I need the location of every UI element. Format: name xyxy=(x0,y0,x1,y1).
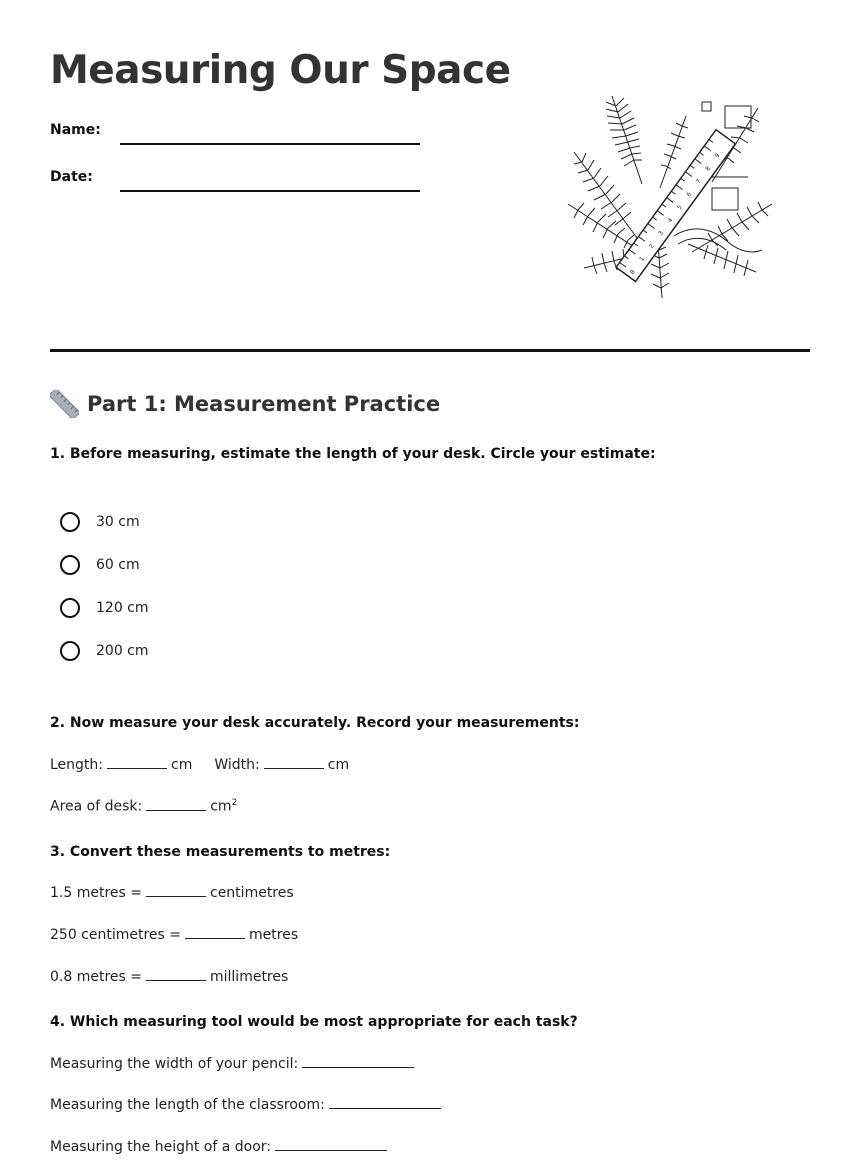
radio-circle[interactable] xyxy=(60,598,80,618)
conversion-unit: metres xyxy=(249,927,299,943)
section-divider xyxy=(50,349,810,352)
svg-text:1: 1 xyxy=(638,255,647,263)
radio-circle[interactable] xyxy=(60,641,80,661)
area-unit: cm xyxy=(210,798,232,815)
tool-prompt: Measuring the width of your pencil: xyxy=(50,1056,299,1072)
conversion-prompt: 250 centimetres = xyxy=(50,927,182,943)
part1-title: Part 1: Measurement Practice xyxy=(87,392,441,416)
area-blank[interactable] xyxy=(146,810,206,811)
conversion-item xyxy=(50,969,288,985)
date-field[interactable] xyxy=(120,190,420,192)
question-1: 1. Before measuring, estimate the length of your desk. Circle your estimate: xyxy=(50,446,656,462)
question-2: 2. Now measure your desk accurately. Record your measurements: xyxy=(50,715,580,731)
option-label: 200 cm xyxy=(96,643,149,659)
option-200cm[interactable] xyxy=(60,638,149,664)
conversion-blank[interactable] xyxy=(146,896,206,897)
length-unit: cm xyxy=(171,757,193,773)
radio-circle[interactable] xyxy=(60,555,80,575)
svg-text:5: 5 xyxy=(675,204,684,212)
radio-circle[interactable] xyxy=(60,512,80,532)
svg-text:6: 6 xyxy=(685,191,694,199)
area-unit-superscript: 2 xyxy=(231,798,238,808)
svg-text:7: 7 xyxy=(694,178,703,186)
area-line xyxy=(50,798,237,815)
svg-text:8: 8 xyxy=(704,165,712,173)
page-title: Measuring Our Space xyxy=(50,48,511,93)
svg-text:0: 0 xyxy=(628,268,637,276)
svg-text:3: 3 xyxy=(657,229,665,237)
length-blank[interactable] xyxy=(107,768,167,769)
name-label: Name: xyxy=(50,122,101,138)
area-label: Area of desk: xyxy=(50,798,143,815)
width-label: Width: xyxy=(214,757,260,773)
conversion-prompt: 1.5 metres = xyxy=(50,885,142,901)
option-label: 60 cm xyxy=(96,557,140,573)
conversion-item xyxy=(50,927,298,943)
svg-text:4: 4 xyxy=(666,216,675,225)
question-3: 3. Convert these measurements to metres: xyxy=(50,844,391,860)
desk-dimensions-line xyxy=(50,757,349,773)
option-label: 120 cm xyxy=(96,600,149,616)
tool-item xyxy=(50,1056,418,1072)
option-120cm[interactable] xyxy=(60,595,149,621)
svg-text:2: 2 xyxy=(647,242,656,250)
name-field[interactable] xyxy=(120,143,420,145)
tool-prompt: Measuring the height of a door: xyxy=(50,1139,272,1155)
botanical-ruler-illustration xyxy=(562,92,778,304)
question-4: 4. Which measuring tool would be most appropriate for each task? xyxy=(50,1014,578,1030)
date-label: Date: xyxy=(50,169,93,185)
conversion-blank[interactable] xyxy=(185,938,245,939)
conversion-unit: centimetres xyxy=(210,885,294,901)
length-label: Length: xyxy=(50,757,104,773)
ruler-icon xyxy=(50,390,79,418)
option-30cm[interactable] xyxy=(60,509,140,535)
conversion-prompt: 0.8 metres = xyxy=(50,969,142,985)
tool-prompt: Measuring the length of the classroom: xyxy=(50,1097,325,1113)
part1-heading xyxy=(50,388,440,420)
conversion-unit: millimetres xyxy=(210,969,289,985)
option-label: 30 cm xyxy=(96,514,140,530)
svg-text:9: 9 xyxy=(713,152,722,160)
tool-item xyxy=(50,1139,391,1155)
tool-item xyxy=(50,1097,445,1113)
tool-blank[interactable] xyxy=(329,1108,441,1109)
width-blank[interactable] xyxy=(264,768,324,769)
conversion-item xyxy=(50,885,294,901)
tool-blank[interactable] xyxy=(302,1067,414,1068)
width-unit: cm xyxy=(327,757,350,773)
option-60cm[interactable] xyxy=(60,552,140,578)
tool-blank[interactable] xyxy=(275,1150,387,1151)
conversion-blank[interactable] xyxy=(146,980,206,981)
